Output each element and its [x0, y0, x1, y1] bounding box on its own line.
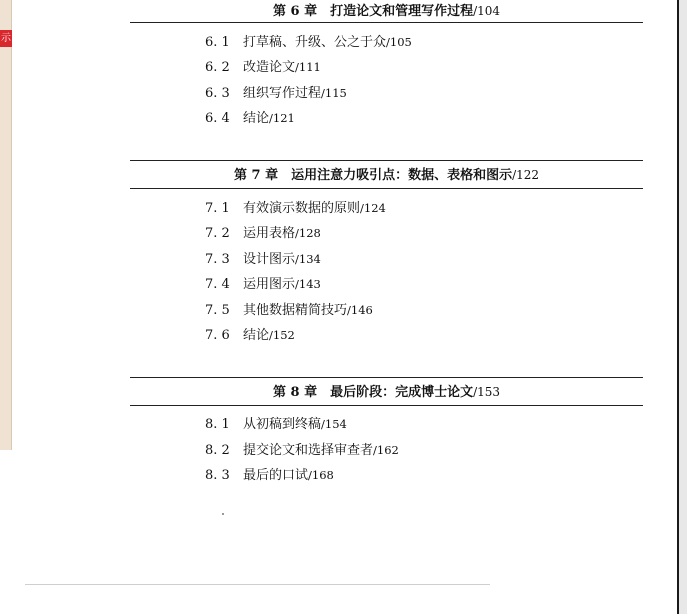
section-number: 7. 1 — [205, 201, 230, 216]
toc-entry-7-4[interactable] — [205, 275, 321, 294]
chapter-7-title: 第 7 章 运用注意力吸引点：数据、表格和图示 — [233, 168, 513, 183]
toc-entry-6-3[interactable] — [205, 84, 347, 103]
section-number: 6. 3 — [205, 86, 230, 101]
section-page: /111 — [295, 60, 321, 74]
section-page: /105 — [386, 35, 412, 49]
toc-chapter-7 — [130, 160, 643, 189]
bottom-faint-line — [25, 584, 490, 585]
section-number: 8. 1 — [205, 417, 230, 432]
toc-entry-7-6[interactable] — [205, 326, 295, 345]
section-number: 7. 3 — [205, 252, 230, 267]
section-title: 组织写作过程 — [243, 86, 322, 101]
section-title: 提交论文和选择审查者 — [243, 443, 374, 458]
section-title: 运用图示 — [243, 277, 296, 292]
section-page: /124 — [360, 201, 386, 215]
toc-entry-6-2[interactable] — [205, 58, 321, 77]
chapter-6-page: /104 — [473, 4, 501, 18]
toc-entry-8-1[interactable] — [205, 415, 347, 434]
section-title: 有效演示数据的原则 — [243, 201, 361, 216]
section-number: 7. 2 — [205, 226, 230, 241]
toc-entry-7-5[interactable] — [205, 301, 373, 320]
section-title: 运用表格 — [243, 226, 296, 241]
section-number: 6. 4 — [205, 111, 230, 126]
section-page: /152 — [269, 328, 295, 342]
page-gutter-shade — [679, 0, 687, 614]
chapter-8-title: 第 8 章 最后阶段：完成博士论文 — [272, 385, 474, 400]
section-title: 结论 — [243, 328, 270, 343]
chapter-7-rule-bottom — [130, 188, 643, 189]
viewer-side-panel — [0, 0, 12, 450]
toc-entry-7-3[interactable] — [205, 250, 321, 269]
section-number: 6. 1 — [205, 35, 230, 50]
section-number: 8. 3 — [205, 468, 230, 483]
toc-entry-6-4[interactable] — [205, 109, 295, 128]
chapter-8-page: /153 — [473, 385, 501, 399]
section-number: 8. 2 — [205, 443, 230, 458]
section-page: /115 — [321, 86, 347, 100]
section-number: 7. 4 — [205, 277, 230, 292]
toc-entry-7-2[interactable] — [205, 224, 321, 243]
section-title: 结论 — [243, 111, 270, 126]
section-title: 打草稿、升级、公之于众 — [243, 35, 387, 50]
section-title: 改造论文 — [243, 60, 296, 75]
toc-entry-6-1[interactable] — [205, 33, 412, 52]
section-page: /168 — [308, 468, 334, 482]
section-page: /162 — [373, 443, 399, 457]
scan-speck — [222, 513, 224, 515]
section-page: /154 — [321, 417, 347, 431]
section-number: 6. 2 — [205, 60, 230, 75]
section-title: 其他数据精简技巧 — [243, 303, 348, 318]
toc-chapter-6 — [130, 0, 643, 23]
toc-entry-8-3[interactable] — [205, 466, 334, 485]
section-page: /143 — [295, 277, 321, 291]
chapter-8-heading[interactable] — [130, 378, 643, 405]
toc-entry-7-1[interactable] — [205, 199, 386, 218]
page-edge-line — [677, 0, 679, 614]
section-page: /134 — [295, 252, 321, 266]
chapter-6-heading[interactable] — [130, 0, 643, 22]
toc-entry-8-2[interactable] — [205, 441, 399, 460]
section-page: /146 — [347, 303, 373, 317]
section-title: 从初稿到终稿 — [243, 417, 322, 432]
section-title: 最后的口试 — [243, 468, 309, 483]
toc-chapter-8 — [130, 377, 643, 406]
section-page: /121 — [269, 111, 295, 125]
section-page: /128 — [295, 226, 321, 240]
chapter-6-rule — [130, 22, 643, 23]
section-number: 7. 5 — [205, 303, 230, 318]
side-panel-tab[interactable]: 示 — [0, 30, 12, 47]
chapter-6-title: 第 6 章 打造论文和管理写作过程 — [272, 4, 474, 19]
section-number: 7. 6 — [205, 328, 230, 343]
chapter-8-rule-bottom — [130, 405, 643, 406]
chapter-7-page: /122 — [512, 168, 540, 182]
chapter-7-heading[interactable] — [130, 161, 643, 188]
section-title: 设计图示 — [243, 252, 296, 267]
